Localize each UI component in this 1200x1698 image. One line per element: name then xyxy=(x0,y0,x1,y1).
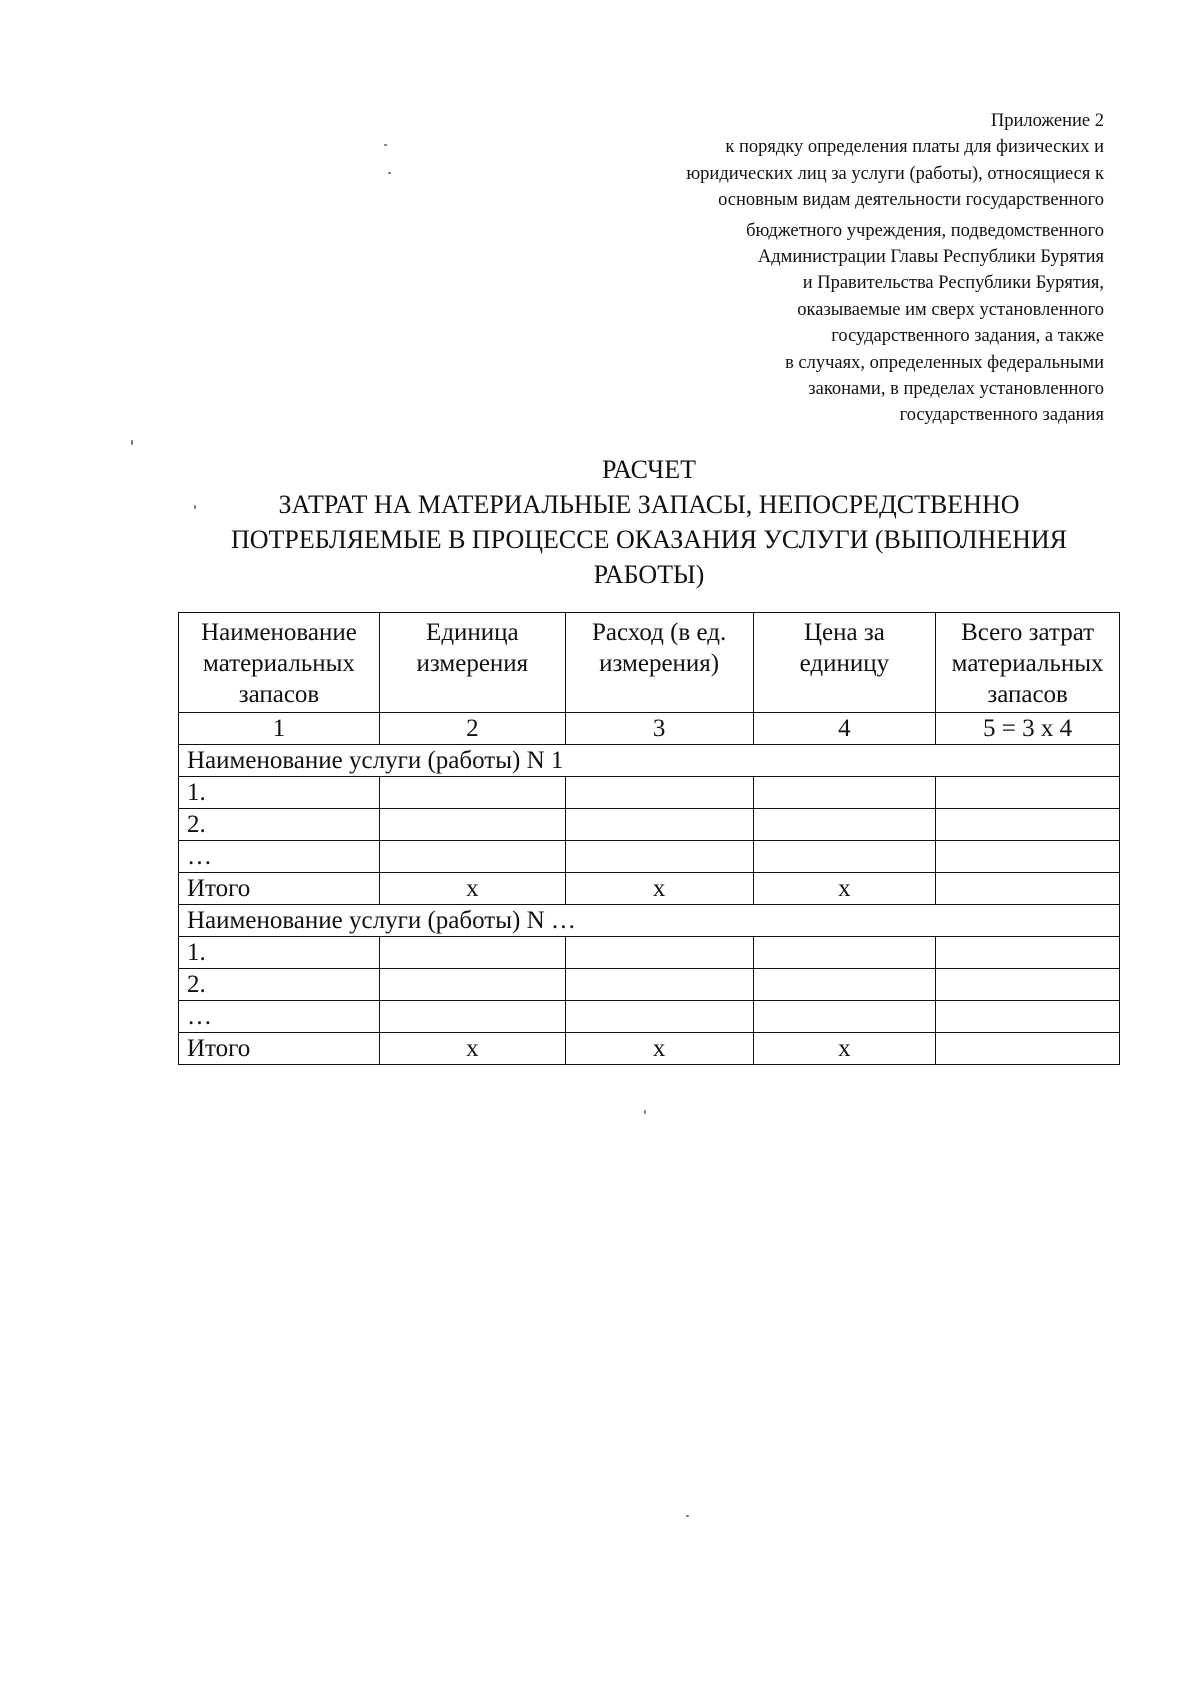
cost-calculation-table xyxy=(178,612,1120,1065)
table-cell xyxy=(753,937,936,969)
appendix-line: законами, в пределах установленного xyxy=(808,379,1104,400)
table-cell xyxy=(379,809,565,841)
table-header-row xyxy=(179,613,1120,713)
appendix-line: Администрации Главы Республики Бурятия xyxy=(757,247,1104,268)
total-cell: х xyxy=(753,1033,936,1065)
header-line: запасов xyxy=(238,681,320,708)
column-number: 4 xyxy=(753,713,936,745)
header-unit-price xyxy=(753,613,936,713)
column-number: 3 xyxy=(565,713,753,745)
table-cell xyxy=(753,1001,936,1033)
total-row xyxy=(179,1033,1120,1065)
appendix-line: основным видам деятельности государственного xyxy=(718,190,1104,211)
row-label: 2. xyxy=(179,809,380,841)
total-cell: х xyxy=(565,873,753,905)
table-cell xyxy=(565,809,753,841)
table-cell xyxy=(565,1001,753,1033)
table-cell xyxy=(379,1001,565,1033)
table-cell xyxy=(379,777,565,809)
row-label: 2. xyxy=(179,969,380,1001)
column-number-row xyxy=(179,713,1120,745)
service-name: Наименование услуги (работы) N 1 xyxy=(179,745,1120,777)
table-cell xyxy=(565,937,753,969)
table-row xyxy=(179,969,1120,1001)
title-line: ПОТРЕБЛЯЕМЫЕ В ПРОЦЕССЕ ОКАЗАНИЯ УСЛУГИ (ВЫПОЛНЕНИЯ xyxy=(231,525,1067,554)
scan-speck xyxy=(194,505,196,509)
scan-speck xyxy=(388,172,391,174)
scan-speck xyxy=(384,144,387,146)
table-cell xyxy=(936,1001,1120,1033)
header-line: измерения xyxy=(416,650,529,677)
total-cell: х xyxy=(379,873,565,905)
header-line: материальных xyxy=(951,650,1104,677)
table-cell xyxy=(753,809,936,841)
header-line: Расход (в ед. xyxy=(592,619,727,646)
appendix-line: к порядку определения платы для физических и xyxy=(725,137,1104,158)
total-cell xyxy=(936,1033,1120,1065)
table-row xyxy=(179,937,1120,969)
title-line: РАБОТЫ) xyxy=(593,560,705,589)
title-line: ЗАТРАТ НА МАТЕРИАЛЬНЫЕ ЗАПАСЫ, НЕПОСРЕДСТВЕННО xyxy=(278,490,1020,519)
header-line: Единица xyxy=(426,619,519,646)
table-row xyxy=(179,809,1120,841)
total-row xyxy=(179,873,1120,905)
appendix-line: государственного задания, а также xyxy=(831,326,1104,347)
total-cell xyxy=(936,873,1120,905)
header-line: единицу xyxy=(799,650,890,677)
row-label: … xyxy=(179,1001,380,1033)
table-cell xyxy=(565,841,753,873)
table-row xyxy=(179,841,1120,873)
scan-speck xyxy=(686,1515,689,1517)
table-row xyxy=(179,777,1120,809)
table-row xyxy=(179,1001,1120,1033)
table-cell xyxy=(936,809,1120,841)
header-line: материальных xyxy=(203,650,355,677)
service-name-row xyxy=(179,745,1120,777)
table-cell xyxy=(379,937,565,969)
title-line: РАСЧЕТ xyxy=(602,455,696,484)
appendix-line: бюджетного учреждения, подведомственного xyxy=(746,220,1104,241)
table-cell xyxy=(565,969,753,1001)
table-cell xyxy=(379,969,565,1001)
row-label: 1. xyxy=(179,937,380,969)
service-name-row xyxy=(179,905,1120,937)
header-consumption xyxy=(565,613,753,713)
total-cell: х xyxy=(379,1033,565,1065)
total-cell: х xyxy=(565,1033,753,1065)
appendix-line: государственного задания xyxy=(899,405,1104,426)
header-line: Всего затрат xyxy=(961,619,1095,646)
table-cell xyxy=(936,937,1120,969)
appendix-line: и Правительства Республики Бурятия, xyxy=(802,273,1104,294)
document-title xyxy=(120,452,1178,592)
table-cell xyxy=(753,777,936,809)
header-line: запасов xyxy=(987,681,1068,708)
total-cell: х xyxy=(753,873,936,905)
appendix-line: в случаях, определенных федеральными xyxy=(785,352,1104,373)
header-line: Наименование xyxy=(201,619,357,646)
total-label: Итого xyxy=(179,873,380,905)
table-cell xyxy=(936,841,1120,873)
scan-speck xyxy=(131,440,133,445)
service-name: Наименование услуги (работы) N … xyxy=(179,905,1120,937)
row-label: … xyxy=(179,841,380,873)
table-cell xyxy=(936,969,1120,1001)
table-cell xyxy=(753,841,936,873)
column-number: 5 = 3 х 4 xyxy=(936,713,1120,745)
appendix-line: оказываемые им сверх установленного xyxy=(797,299,1104,320)
column-number: 2 xyxy=(379,713,565,745)
total-label: Итого xyxy=(179,1033,380,1065)
appendix-line: юридических лиц за услуги (работы), относящиеся к xyxy=(686,163,1104,184)
appendix-note xyxy=(544,108,1104,429)
header-line: измерения) xyxy=(599,650,720,677)
table-cell xyxy=(936,777,1120,809)
row-label: 1. xyxy=(179,777,380,809)
header-total-cost xyxy=(936,613,1120,713)
column-number: 1 xyxy=(179,713,380,745)
scan-speck xyxy=(644,1110,646,1114)
appendix-line: Приложение 2 xyxy=(990,111,1104,131)
header-material-name xyxy=(179,613,380,713)
table-cell xyxy=(753,969,936,1001)
table-cell xyxy=(565,777,753,809)
header-unit xyxy=(379,613,565,713)
table-cell xyxy=(379,841,565,873)
header-line: Цена за xyxy=(803,619,885,646)
